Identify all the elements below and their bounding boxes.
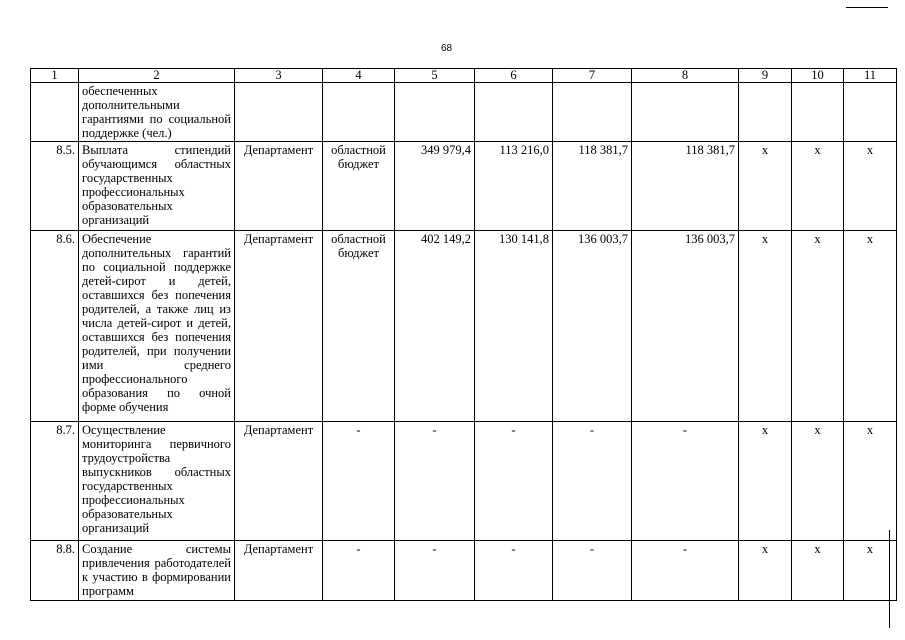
table-row: [31, 142, 897, 231]
item-mark: х: [792, 541, 844, 601]
column-number-row: [31, 69, 897, 83]
column-number: 2: [79, 69, 235, 83]
table-row: [31, 231, 897, 422]
item-value: 113 216,0: [475, 142, 553, 231]
item-mark: [844, 83, 897, 142]
column-number: 8: [632, 69, 739, 83]
item-number: 8.7.: [31, 422, 79, 541]
item-mark: х: [844, 142, 897, 231]
item-mark: х: [844, 422, 897, 541]
item-value: -: [395, 541, 475, 601]
item-value: -: [553, 422, 632, 541]
item-value: 402 149,2: [395, 231, 475, 422]
item-value: 118 381,7: [632, 142, 739, 231]
item-mark: х: [739, 541, 792, 601]
item-value: 136 003,7: [632, 231, 739, 422]
item-mark: [739, 83, 792, 142]
item-number: [31, 83, 79, 142]
column-number: 9: [739, 69, 792, 83]
item-source: областной бюджет: [323, 142, 395, 231]
item-number: 8.8.: [31, 541, 79, 601]
item-value: 136 003,7: [553, 231, 632, 422]
item-value: -: [475, 541, 553, 601]
item-mark: х: [844, 231, 897, 422]
column-number: 6: [475, 69, 553, 83]
item-mark: х: [792, 142, 844, 231]
item-mark: х: [792, 231, 844, 422]
table-row: [31, 422, 897, 541]
item-value: [553, 83, 632, 142]
item-source: -: [323, 422, 395, 541]
item-executor: [235, 83, 323, 142]
item-name: обеспеченных дополнительными гарантиями по социальной поддержке (чел.): [79, 83, 235, 142]
item-value: -: [475, 422, 553, 541]
item-name: Обеспечение дополнительных гарантий по социальной поддержке детей-сирот и детей, оставшихся без попечения родителей, а также лиц из числа детей-сирот и детей, оставшихся без попечения родителей, при получении ими среднего профессионального образования по очной форме обучения: [79, 231, 235, 422]
item-executor: Департамент: [235, 422, 323, 541]
column-number: 3: [235, 69, 323, 83]
item-mark: х: [844, 541, 897, 601]
item-value: -: [632, 422, 739, 541]
column-number: 7: [553, 69, 632, 83]
column-number: 11: [844, 69, 897, 83]
column-number: 4: [323, 69, 395, 83]
program-table: [30, 68, 897, 601]
item-number: 8.6.: [31, 231, 79, 422]
item-value: 118 381,7: [553, 142, 632, 231]
item-source: -: [323, 541, 395, 601]
column-number: 10: [792, 69, 844, 83]
item-mark: х: [739, 142, 792, 231]
item-value: [395, 83, 475, 142]
item-executor: Департамент: [235, 231, 323, 422]
table-row: [31, 541, 897, 601]
item-source: [323, 83, 395, 142]
column-number: 5: [395, 69, 475, 83]
item-executor: Департамент: [235, 142, 323, 231]
table-row: [31, 83, 897, 142]
item-value: -: [553, 541, 632, 601]
item-number: 8.5.: [31, 142, 79, 231]
item-name: Создание системы привлечения работодателей к участию в формировании программ: [79, 541, 235, 601]
item-value: -: [395, 422, 475, 541]
item-mark: [792, 83, 844, 142]
item-value: [475, 83, 553, 142]
item-value: -: [632, 541, 739, 601]
top-rule: [846, 7, 888, 8]
column-number: 1: [31, 69, 79, 83]
item-name: Осуществление мониторинга первичного трудоустройства выпускников областных государственных профессиональных образовательных организаций: [79, 422, 235, 541]
item-source: областной бюджет: [323, 231, 395, 422]
item-value: [632, 83, 739, 142]
page-number: 68: [440, 43, 453, 54]
item-value: 349 979,4: [395, 142, 475, 231]
item-value: 130 141,8: [475, 231, 553, 422]
item-mark: х: [739, 422, 792, 541]
item-name: Выплата стипендий обучающимся областных государственных профессиональных образовательных организаций: [79, 142, 235, 231]
item-mark: х: [739, 231, 792, 422]
item-mark: х: [792, 422, 844, 541]
item-executor: Департамент: [235, 541, 323, 601]
